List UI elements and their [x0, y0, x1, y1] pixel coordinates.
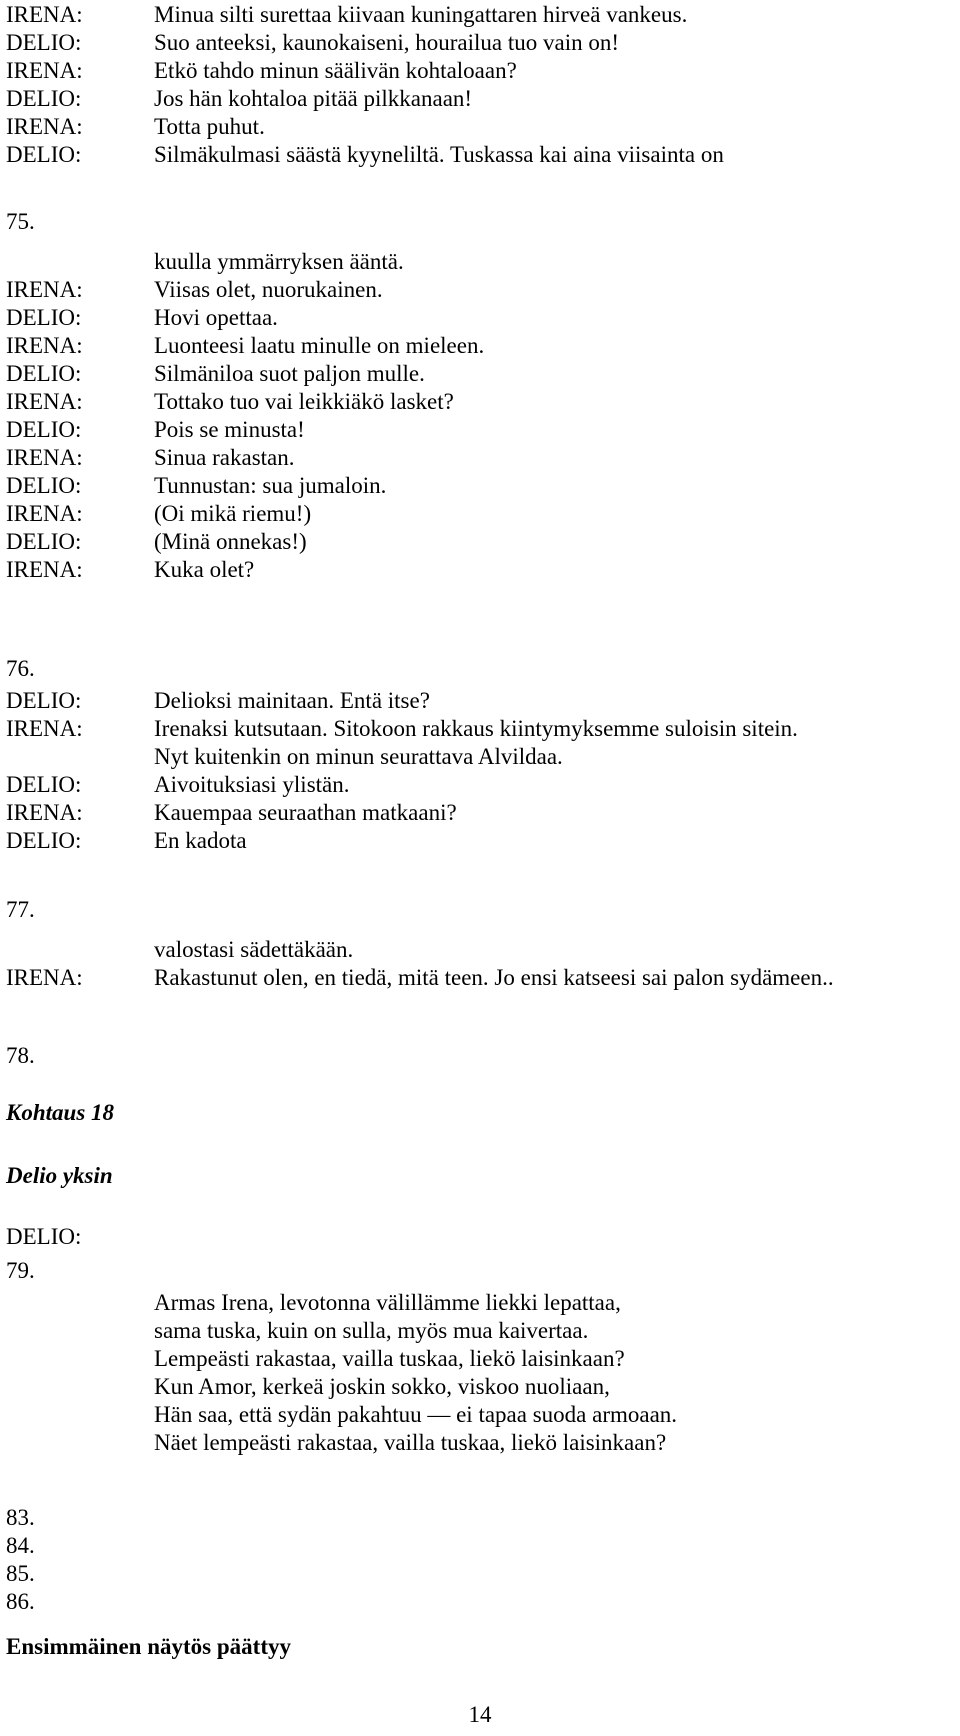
- speaker-label: IRENA:: [6, 389, 83, 414]
- speaker-label: DELIO:: [6, 417, 82, 442]
- speaker-label: IRENA:: [6, 501, 83, 526]
- page-number: 14: [468, 1702, 492, 1727]
- speaker-label: IRENA:: [6, 557, 83, 582]
- aria-line-text: Näet lempeästi rakastaa, vailla tuskaa, liekö laisinkaan?: [154, 1430, 667, 1455]
- line-text: Luonteesi laatu minulle on mieleen.: [154, 333, 485, 358]
- line-text: Totta puhut.: [154, 114, 265, 139]
- line-text: Silmäniloa suot paljon mulle.: [154, 361, 425, 386]
- line-number-label: 86.: [6, 1589, 35, 1614]
- line-text: En kadota: [154, 828, 247, 853]
- speaker-label: IRENA:: [6, 277, 83, 302]
- aria-line-text: Lempeästi rakastaa, vailla tuskaa, liekö laisinkaan?: [154, 1346, 625, 1371]
- line-number-label: 83.: [6, 1505, 35, 1530]
- line-text: Minua silti surettaa kiivaan kuningattaren hirveä vankeus.: [154, 2, 688, 27]
- speaker-label: IRENA:: [6, 965, 83, 990]
- line-text: Etkö tahdo minun säälivän kohtaloaan?: [154, 58, 517, 83]
- speaker-label: DELIO:: [6, 305, 82, 330]
- line-text: Hovi opettaa.: [154, 305, 278, 330]
- line-text: (Oi mikä riemu!): [154, 501, 312, 526]
- line-text: Pois se minusta!: [154, 417, 305, 442]
- speaker-label: DELIO:: [6, 529, 82, 554]
- line-text: valostasi sädettäkään.: [154, 937, 354, 962]
- speaker-label: DELIO:: [6, 772, 82, 797]
- line-number-label: 85.: [6, 1561, 35, 1586]
- speaker-label: DELIO:: [6, 473, 82, 498]
- speaker-label: DELIO:: [6, 1224, 82, 1249]
- line-number-label: 77.: [6, 897, 35, 922]
- speaker-label: IRENA:: [6, 445, 83, 470]
- line-text: (Minä onnekas!): [154, 529, 307, 554]
- aria-line-text: Kun Amor, kerkeä joskin sokko, viskoo nuoliaan,: [154, 1374, 610, 1399]
- scene-title: Kohtaus 18: [6, 1100, 115, 1125]
- line-text: Jos hän kohtaloa pitää pilkkanaan!: [154, 86, 473, 111]
- scene-subtitle: Delio yksin: [6, 1163, 113, 1188]
- line-text: Irenaksi kutsutaan. Sitokoon rakkaus kiintymyksemme suloisin sitein.: [154, 716, 798, 741]
- speaker-label: IRENA:: [6, 800, 83, 825]
- line-text: Kauempaa seuraathan matkaani?: [154, 800, 457, 825]
- speaker-label: DELIO:: [6, 361, 82, 386]
- speaker-label: IRENA:: [6, 58, 83, 83]
- line-number-label: 76.: [6, 656, 35, 681]
- speaker-label: DELIO:: [6, 828, 82, 853]
- line-text: Suo anteeksi, kaunokaiseni, hourailua tuo vain on!: [154, 30, 620, 55]
- line-text: Tottako tuo vai leikkiäkö lasket?: [154, 389, 454, 414]
- line-text: Rakastunut olen, en tiedä, mitä teen. Jo ensi katseesi sai palon sydämeen..: [154, 965, 834, 990]
- line-text: Kuka olet?: [154, 557, 255, 582]
- line-text: Silmäkulmasi säästä kyyneliltä. Tuskassa kai aina viisainta on: [154, 142, 724, 167]
- line-text: Tunnustan: sua jumaloin.: [154, 473, 387, 498]
- speaker-label: IRENA:: [6, 333, 83, 358]
- speaker-label: IRENA:: [6, 2, 83, 27]
- line-number-label: 78.: [6, 1043, 35, 1068]
- aria-line-text: sama tuska, kuin on sulla, myös mua kaivertaa.: [154, 1318, 589, 1343]
- line-text: Viisas olet, nuorukainen.: [154, 277, 383, 302]
- speaker-label: DELIO:: [6, 30, 82, 55]
- speaker-label: IRENA:: [6, 716, 83, 741]
- line-number-label: 79.: [6, 1258, 35, 1283]
- speaker-label: DELIO:: [6, 142, 82, 167]
- act-end-heading: Ensimmäinen näytös päättyy: [6, 1634, 291, 1659]
- speaker-label: IRENA:: [6, 114, 83, 139]
- line-text: kuulla ymmärryksen ääntä.: [154, 249, 404, 274]
- line-text: Delioksi mainitaan. Entä itse?: [154, 688, 430, 713]
- speaker-label: DELIO:: [6, 86, 82, 111]
- line-number-label: 84.: [6, 1533, 35, 1558]
- line-number-label: 75.: [6, 209, 35, 234]
- line-text: Aivoituksiasi ylistän.: [154, 772, 350, 797]
- aria-line-text: Hän saa, että sydän pakahtuu — ei tapaa suoda armoaan.: [154, 1402, 678, 1427]
- line-text: Sinua rakastan.: [154, 445, 295, 470]
- aria-line-text: Armas Irena, levotonna välillämme liekki lepattaa,: [154, 1290, 621, 1315]
- line-text: Nyt kuitenkin on minun seurattava Alvildaa.: [154, 744, 563, 769]
- speaker-label: DELIO:: [6, 688, 82, 713]
